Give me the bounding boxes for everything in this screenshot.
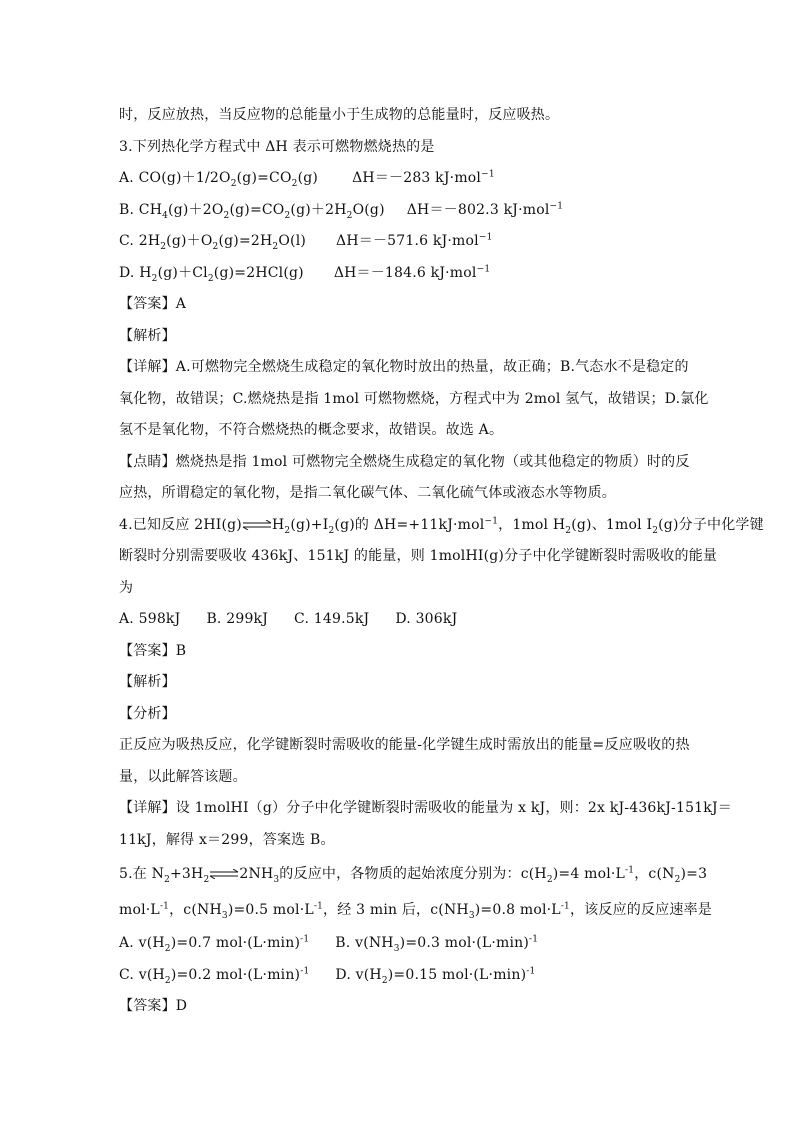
- q4-option-c: C. 149.5kJ: [294, 611, 370, 627]
- question-5-stem-line-1: 5.在 $N_2+3H_2$ $2NH_3$的反应中，各物质的起始浓度分别为：$c(H_2)=4$ $mol\cdot L^{-1}$，$c(N_2)=3$: [119, 865, 708, 885]
- question-4-stem-line-1: 4.已知反应 2HI(g) $H_2(g)+I_2(g)$的 ΔH=+11kJ·mol$^{-1}$，1mol $H_2(g)$、1mol $I_2(g)$分子中化学键: [119, 515, 764, 536]
- q4-detail-line-2: 11kJ，解得 x＝299，答案选 B。: [119, 831, 335, 848]
- reversible-arrow-icon: [242, 520, 272, 530]
- question-4-stem-line-2: 断裂时分别需要吸收 436kJ、151kJ 的能量，则 1molHI(g)分子中化学键断裂时需吸收的能量: [119, 548, 718, 564]
- text-line-intro: 时，反应放热，当反应物的总能量小于生成物的总能量时，反应吸热。: [119, 107, 560, 123]
- q5-option-d: D. $v(H_2)=0.15$ $mol\cdot(L\cdot\min)^{-1}$: [335, 965, 536, 986]
- q3-detail-line-2: 氧化物，故错误；C.燃烧热是指 1mol 可燃物燃烧，方程式中为 2mol 氢气，故错误；D.氯化: [119, 390, 709, 407]
- q4-answer: 【答案】B: [119, 642, 187, 659]
- q3-answer: 【答案】A: [119, 296, 187, 312]
- q3-tip-line-2: 应热，所谓稳定的氧化物，是指二氧化碳气体、二氧化硫气体或液态水等物质。: [119, 485, 616, 501]
- q3-detail-line-1: 【详解】A.可燃物完全燃烧生成稳定的氧化物时放出的热量，故正确；B.气态水不是稳定的: [119, 359, 689, 375]
- q5-answer: 【答案】D: [119, 998, 188, 1014]
- q4-options: [119, 604, 679, 636]
- reversible-arrow-icon: [209, 869, 239, 879]
- q5-option-c: C. $v(H_2)=0.2$ $mol\cdot(L\cdot\min)^{-1}$: [119, 965, 310, 986]
- q3-option-d: D. $H_2(g)+Cl_2(g)=2HCl(g)$ ΔH＝－184.6 kJ·mol$^{-1}$: [119, 263, 491, 284]
- q5-option-b: B. $v(NH_3)=0.3$ $mol\cdot(L\cdot\min)^{-1}$: [335, 934, 539, 954]
- q3-option-c: C. $2H_2(g)+O_2(g)=2H_2O(l)$ ΔH＝－571.6 kJ·mol$^{-1}$: [119, 232, 493, 252]
- q3-option-a: A. $CO(g)+1/2O_2(g)=CO_2(g)$ ΔH＝－283 kJ·mol$^{-1}$: [119, 169, 495, 189]
- question-3-stem: 3.下列热化学方程式中 ΔH 表示可燃物燃烧热的是: [119, 138, 435, 155]
- q4-option-a: A. 598kJ: [119, 611, 181, 627]
- q4-detail-line-1: 【详解】设 1molHI（g）分子中化学键断裂时需吸收的能量为 x kJ，则：2x kJ-436kJ-151kJ＝: [119, 800, 732, 816]
- q4-analysis-heading: 【解析】: [119, 674, 176, 690]
- q3-tip-line-1: 【点睛】燃烧热是指 1mol 可燃物完全燃烧生成稳定的氧化物（或其他稳定的物质）时的反: [119, 453, 690, 470]
- q4-fenxi-line-1: 正反应为吸热反应，化学键断裂时需吸收的能量-化学键生成时需放出的能量=反应吸收的热: [119, 737, 690, 753]
- q4-fenxi-heading: 【分析】: [119, 705, 176, 722]
- q5-options-cd: [119, 960, 679, 992]
- document-content: [119, 100, 764, 1023]
- q4-option-b: B. 299kJ: [206, 611, 269, 627]
- q5-option-a: A. $v(H_2)=0.7$ $mol\cdot(L\cdot\min)^{-1}$: [119, 934, 310, 954]
- q3-detail-line-3: 氢不是氧化物，不符合燃烧热的概念要求，故错误。故选 A。: [119, 422, 504, 438]
- q3-analysis-heading: 【解析】: [119, 327, 176, 344]
- q4-option-d: D. 306kJ: [395, 611, 458, 627]
- q5-options-ab: [119, 928, 679, 960]
- q4-fenxi-line-2: 量，以此解答该题。: [119, 768, 247, 785]
- question-5-stem-line-2: $mol\cdot L^{-1}$，$c(NH_3)=0.5$ $mol\cdot L^{-1}$，经 3 min 后，$c(NH_3)=0.8$ $mol\cdot L^{-1}$，该反应的反应速率是: [119, 901, 712, 921]
- question-4-stem-line-3: 为: [119, 579, 134, 596]
- q3-option-b: B. $CH_4(g)+2O_2(g)=CO_2(g)+2H_2O(g)$ ΔH＝－802.3 kJ·mol$^{-1}$: [119, 200, 564, 221]
